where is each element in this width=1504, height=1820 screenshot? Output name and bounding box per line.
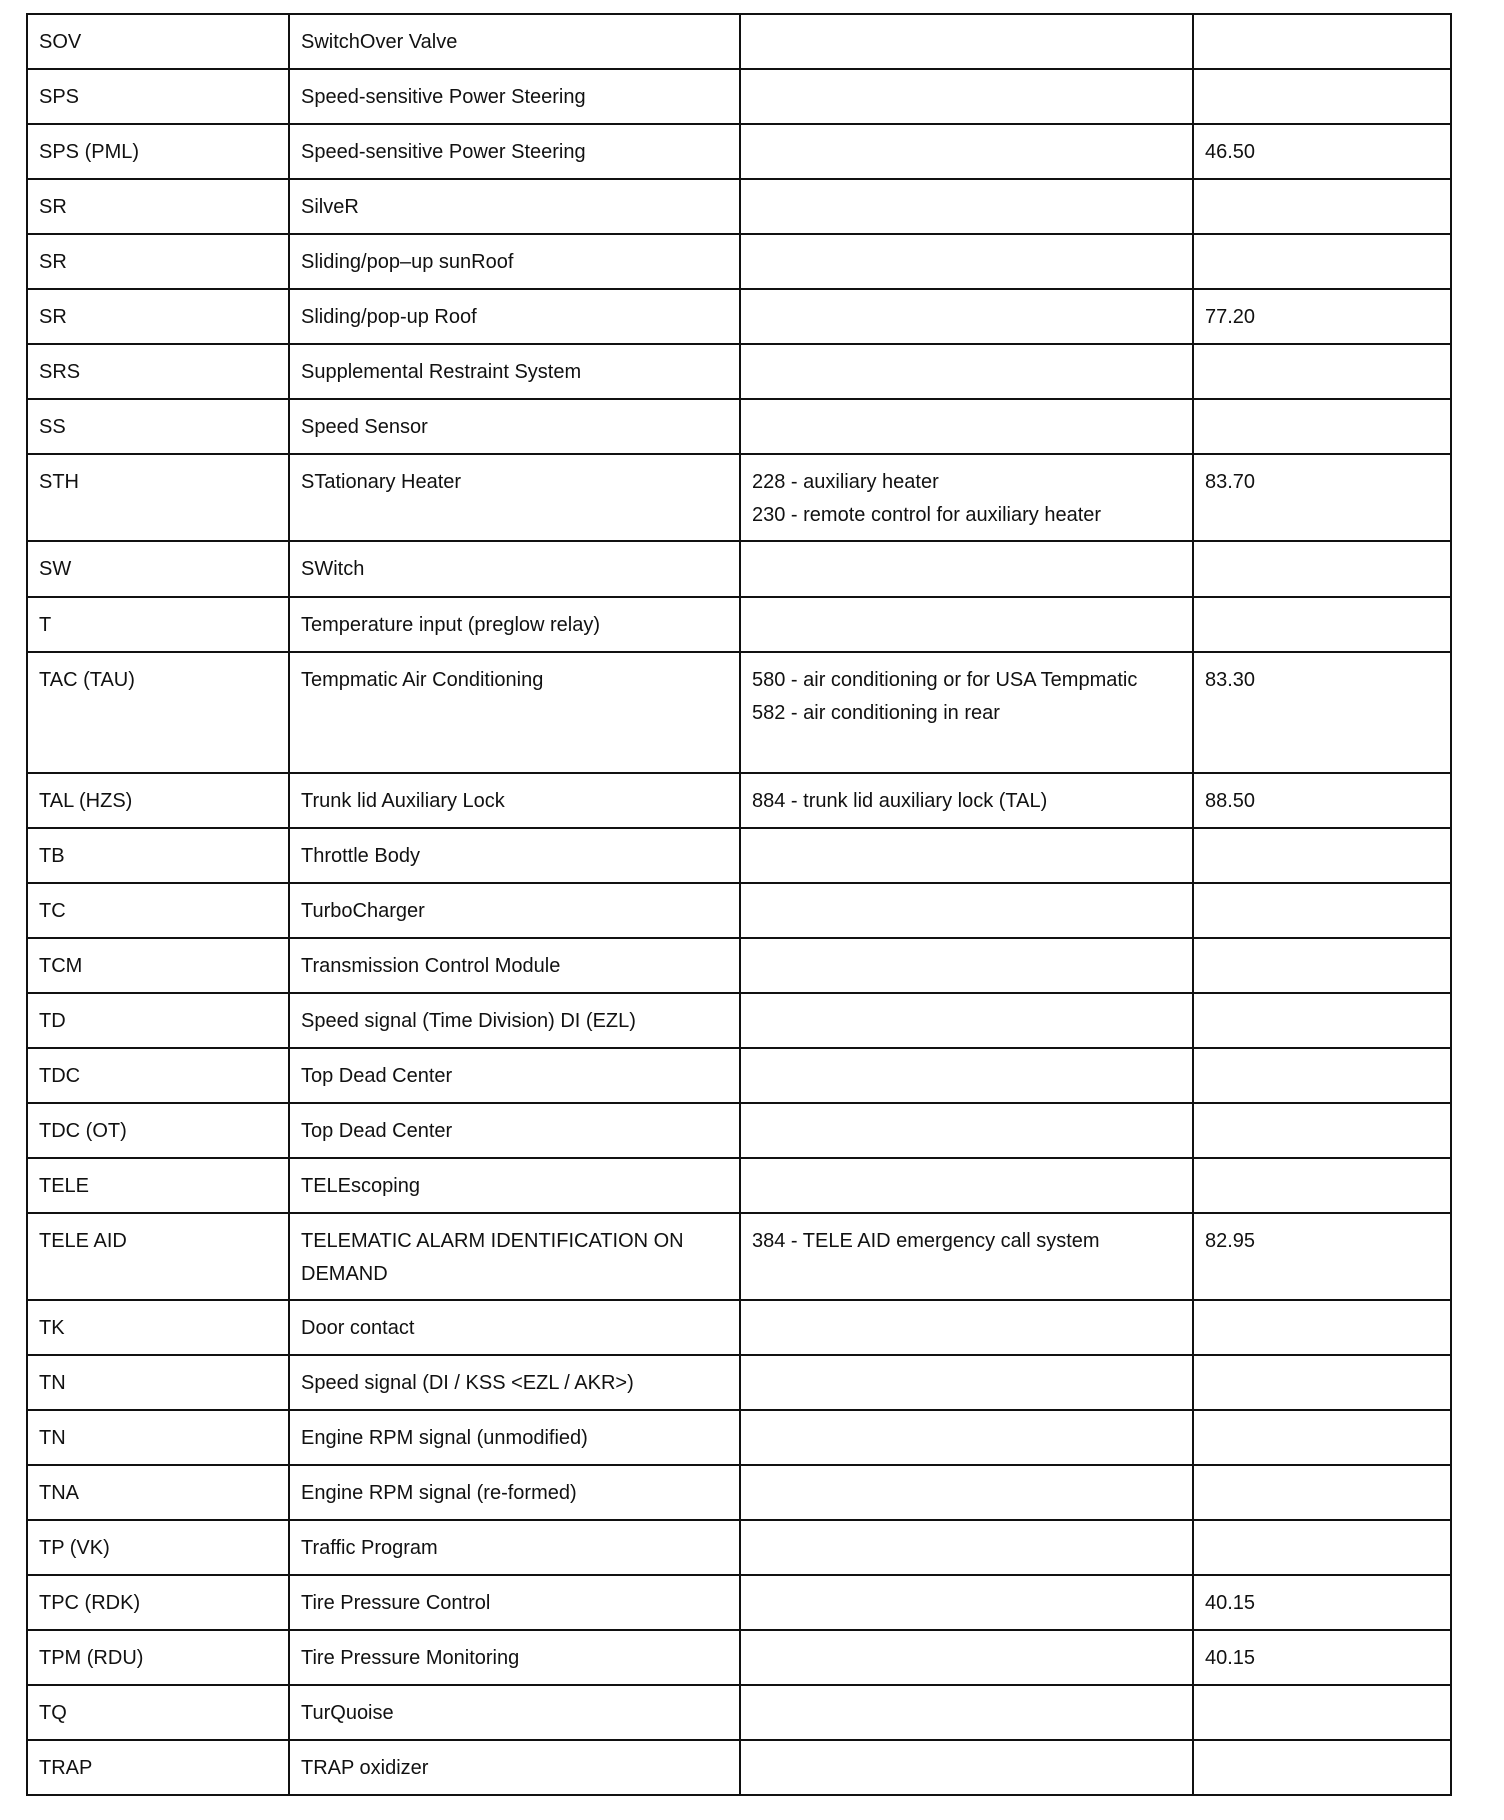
meaning-cell: Supplemental Restraint System: [289, 344, 740, 399]
code-cell: [740, 1465, 1193, 1520]
reference-cell: [1193, 399, 1451, 454]
meaning-cell: Tire Pressure Control: [289, 1575, 740, 1630]
meaning-cell: Sliding/pop–up sunRoof: [289, 234, 740, 289]
reference-cell: [1193, 1300, 1451, 1355]
meaning-cell: Speed Sensor: [289, 399, 740, 454]
meaning-cell: Engine RPM signal (unmodified): [289, 1410, 740, 1465]
reference-cell: 83.30: [1193, 652, 1451, 773]
meaning-cell: TRAP oxidizer: [289, 1740, 740, 1795]
meaning-cell: TurQuoise: [289, 1685, 740, 1740]
reference-cell: [1193, 234, 1451, 289]
reference-cell: 83.70: [1193, 454, 1451, 541]
meaning-cell: SWitch: [289, 541, 740, 597]
table-row: [27, 597, 1451, 652]
code-line: 582 - air conditioning in rear: [752, 702, 1000, 724]
code-cell: [740, 179, 1193, 234]
reference-cell: 40.15: [1193, 1575, 1451, 1630]
code-cell: [740, 883, 1193, 938]
abbreviation-cell: TAL (HZS): [27, 773, 289, 828]
reference-cell: [1193, 1103, 1451, 1158]
table-row: [27, 1410, 1451, 1465]
abbreviation-table: [26, 13, 1452, 1796]
code-cell: [740, 399, 1193, 454]
table-row: [27, 828, 1451, 883]
abbreviation-cell: TQ: [27, 1685, 289, 1740]
meaning-cell: TELEMATIC ALARM IDENTIFICATION ON DEMAND: [289, 1213, 740, 1300]
table-body: [27, 14, 1451, 1795]
table-row: [27, 1300, 1451, 1355]
code-cell: [740, 1213, 1193, 1300]
table-row: [27, 652, 1451, 773]
code-cell: [740, 1630, 1193, 1685]
meaning-cell: Sliding/pop-up Roof: [289, 289, 740, 344]
code-cell: [740, 14, 1193, 69]
abbreviation-cell: TAC (TAU): [27, 652, 289, 773]
code-cell: [740, 1520, 1193, 1575]
table-row: [27, 1465, 1451, 1520]
reference-cell: [1193, 179, 1451, 234]
abbreviation-cell: TC: [27, 883, 289, 938]
reference-cell: [1193, 1520, 1451, 1575]
table-row: [27, 1685, 1451, 1740]
meaning-cell: STationary Heater: [289, 454, 740, 541]
table-row: [27, 938, 1451, 993]
meaning-cell: Temperature input (preglow relay): [289, 597, 740, 652]
reference-cell: 40.15: [1193, 1630, 1451, 1685]
abbreviation-cell: T: [27, 597, 289, 652]
meaning-cell: Top Dead Center: [289, 1103, 740, 1158]
code-cell: [740, 541, 1193, 597]
code-cell: [740, 1355, 1193, 1410]
abbreviation-cell: TDC (OT): [27, 1103, 289, 1158]
code-cell: [740, 828, 1193, 883]
abbreviation-cell: SPS (PML): [27, 124, 289, 179]
abbreviation-cell: TPC (RDK): [27, 1575, 289, 1630]
abbreviation-cell: STH: [27, 454, 289, 541]
reference-cell: [1193, 541, 1451, 597]
code-cell: [740, 1103, 1193, 1158]
reference-cell: [1193, 1740, 1451, 1795]
reference-cell: 82.95: [1193, 1213, 1451, 1300]
code-line: 884 - trunk lid auxiliary lock (TAL): [752, 790, 1048, 812]
meaning-cell: Transmission Control Module: [289, 938, 740, 993]
code-line: 230 - remote control for auxiliary heater: [752, 504, 1102, 526]
abbreviation-cell: TELE: [27, 1158, 289, 1213]
code-cell: [740, 1158, 1193, 1213]
reference-cell: [1193, 1685, 1451, 1740]
reference-cell: [1193, 828, 1451, 883]
abbreviation-cell: SR: [27, 179, 289, 234]
table-row: [27, 1520, 1451, 1575]
code-cell: [740, 69, 1193, 124]
abbreviation-cell: SR: [27, 234, 289, 289]
table-row: [27, 14, 1451, 69]
meaning-cell: Speed signal (Time Division) DI (EZL): [289, 993, 740, 1048]
table-row: [27, 399, 1451, 454]
code-cell: [740, 1300, 1193, 1355]
abbreviation-cell: TRAP: [27, 1740, 289, 1795]
code-cell: [740, 1740, 1193, 1795]
table-row: [27, 69, 1451, 124]
meaning-cell: Speed signal (DI / KSS <EZL / AKR>): [289, 1355, 740, 1410]
abbreviation-cell: TELE AID: [27, 1213, 289, 1300]
code-cell: [740, 938, 1193, 993]
table-row: [27, 289, 1451, 344]
abbreviation-cell: SR: [27, 289, 289, 344]
code-cell: [740, 124, 1193, 179]
code-cell: [740, 773, 1193, 828]
table-row: [27, 1103, 1451, 1158]
table-row: [27, 1158, 1451, 1213]
meaning-cell: Speed-sensitive Power Steering: [289, 69, 740, 124]
meaning-cell: Speed-sensitive Power Steering: [289, 124, 740, 179]
reference-cell: 46.50: [1193, 124, 1451, 179]
table-row: [27, 124, 1451, 179]
table-row: [27, 344, 1451, 399]
abbreviation-cell: SS: [27, 399, 289, 454]
reference-cell: [1193, 1355, 1451, 1410]
table-row: [27, 234, 1451, 289]
code-cell: [740, 1685, 1193, 1740]
meaning-cell: Throttle Body: [289, 828, 740, 883]
table-row: [27, 1740, 1451, 1795]
meaning-cell: Tempmatic Air Conditioning: [289, 652, 740, 773]
meaning-cell: SwitchOver Valve: [289, 14, 740, 69]
table-row: [27, 773, 1451, 828]
abbreviation-cell: TCM: [27, 938, 289, 993]
meaning-cell: Engine RPM signal (re-formed): [289, 1465, 740, 1520]
code-cell: [740, 993, 1193, 1048]
code-cell: [740, 1575, 1193, 1630]
code-cell: [740, 1410, 1193, 1465]
reference-cell: [1193, 69, 1451, 124]
table-row: [27, 454, 1451, 541]
abbreviation-cell: TDC: [27, 1048, 289, 1103]
code-cell: [740, 234, 1193, 289]
code-line: 228 - auxiliary heater: [752, 471, 939, 493]
table-row: [27, 179, 1451, 234]
meaning-cell: Trunk lid Auxiliary Lock: [289, 773, 740, 828]
abbreviation-cell: TNA: [27, 1465, 289, 1520]
code-cell: [740, 652, 1193, 773]
table-row: [27, 1575, 1451, 1630]
meaning-cell: Top Dead Center: [289, 1048, 740, 1103]
code-line: 384 - TELE AID emergency call system: [752, 1230, 1100, 1252]
abbreviation-cell: TB: [27, 828, 289, 883]
table-row: [27, 883, 1451, 938]
reference-cell: [1193, 344, 1451, 399]
reference-cell: [1193, 597, 1451, 652]
table-row: [27, 993, 1451, 1048]
table-row: [27, 1355, 1451, 1410]
code-cell: [740, 1048, 1193, 1103]
code-cell: [740, 597, 1193, 652]
abbreviation-cell: SRS: [27, 344, 289, 399]
code-cell: [740, 454, 1193, 541]
abbreviation-cell: SOV: [27, 14, 289, 69]
code-line: 580 - air conditioning or for USA Tempmatic: [752, 669, 1138, 691]
table-row: [27, 541, 1451, 597]
reference-cell: [1193, 1048, 1451, 1103]
abbreviation-cell: TN: [27, 1355, 289, 1410]
abbreviation-cell: TD: [27, 993, 289, 1048]
reference-cell: 77.20: [1193, 289, 1451, 344]
code-cell: [740, 289, 1193, 344]
reference-cell: [1193, 883, 1451, 938]
abbreviation-cell: TN: [27, 1410, 289, 1465]
reference-cell: 88.50: [1193, 773, 1451, 828]
code-cell: [740, 344, 1193, 399]
meaning-cell: SilveR: [289, 179, 740, 234]
meaning-cell: Door contact: [289, 1300, 740, 1355]
reference-cell: [1193, 938, 1451, 993]
table-row: [27, 1213, 1451, 1300]
meaning-cell: Tire Pressure Monitoring: [289, 1630, 740, 1685]
reference-cell: [1193, 1410, 1451, 1465]
reference-cell: [1193, 14, 1451, 69]
reference-cell: [1193, 1158, 1451, 1213]
meaning-cell: Traffic Program: [289, 1520, 740, 1575]
abbreviation-cell: SPS: [27, 69, 289, 124]
reference-cell: [1193, 993, 1451, 1048]
abbreviation-cell: TP (VK): [27, 1520, 289, 1575]
meaning-cell: TELEscoping: [289, 1158, 740, 1213]
table-row: [27, 1630, 1451, 1685]
table-row: [27, 1048, 1451, 1103]
reference-cell: [1193, 1465, 1451, 1520]
abbreviation-cell: TK: [27, 1300, 289, 1355]
abbreviation-cell: SW: [27, 541, 289, 597]
meaning-cell: TurboCharger: [289, 883, 740, 938]
abbreviation-cell: TPM (RDU): [27, 1630, 289, 1685]
